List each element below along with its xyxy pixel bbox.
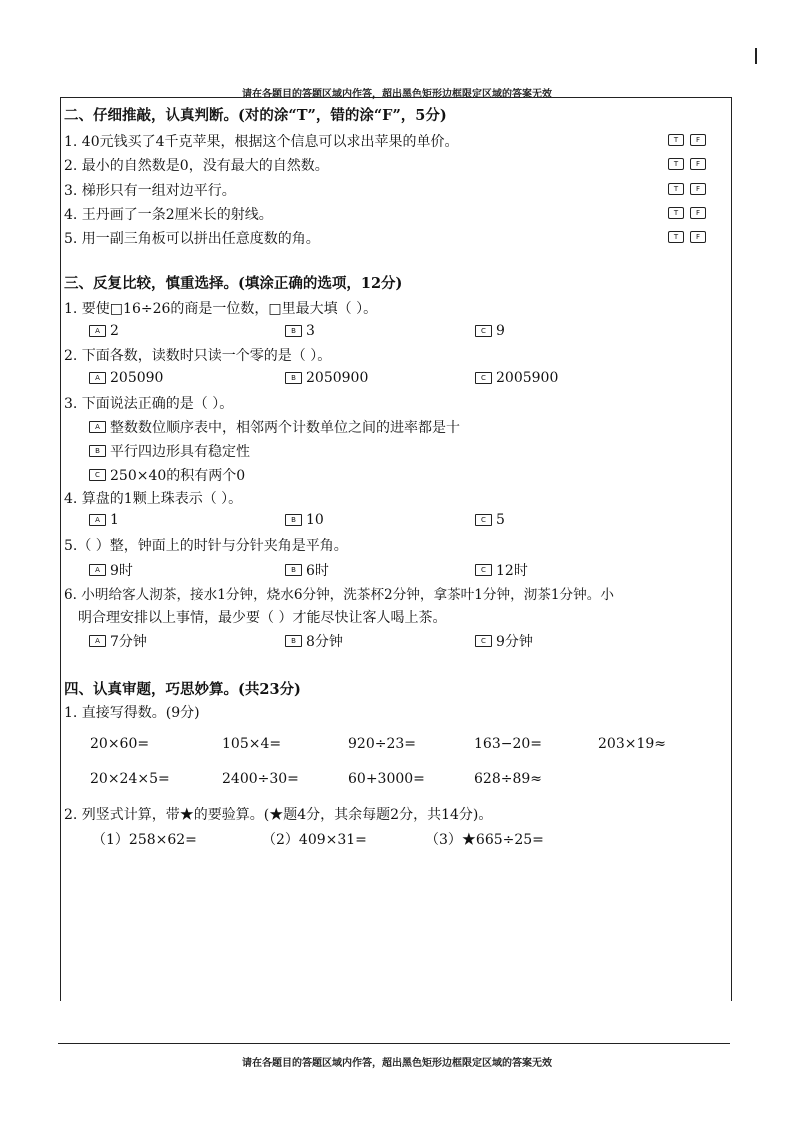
q6-stem-line1: 6. 小明给客人沏茶，接水1分钟，烧水6分钟，洗茶杯2分钟，拿茶叶1分钟，沏茶1分钟。小: [64, 587, 614, 603]
option-bubble[interactable]: B: [89, 445, 106, 457]
q5-stem: 5.（ ）整，钟面上的时针与分针夹角是平角。: [64, 538, 348, 554]
tf-group-5[interactable]: [668, 231, 706, 243]
option-bubble[interactable]: C: [475, 325, 492, 337]
option-text: 2050900: [306, 370, 369, 386]
judge-item-2: 2. 最小的自然数是0，没有最大的自然数。: [64, 158, 329, 174]
f-bubble[interactable]: F: [690, 231, 706, 243]
notice-top: 请在各题目的答题区域内作答，超出黑色矩形边框限定区域的答案无效: [242, 89, 552, 100]
option-text: 平行四边形具有稳定性: [110, 444, 250, 460]
q5-option-c[interactable]: [475, 560, 528, 580]
calc-item: 203×19≈: [598, 736, 666, 752]
q2-option-b[interactable]: [285, 370, 368, 386]
q2-option-c[interactable]: [475, 370, 558, 386]
q6-option-b[interactable]: [285, 631, 343, 651]
option-text: 2: [110, 323, 119, 339]
option-bubble[interactable]: A: [89, 564, 106, 576]
q6-stem-line2: 明合理安排以上事情，最少要（ ）才能尽快让客人喝上茶。: [78, 610, 447, 626]
option-text: 6时: [306, 563, 329, 579]
t-bubble[interactable]: T: [668, 183, 684, 195]
calc-item: 920÷23=: [348, 736, 416, 752]
option-bubble[interactable]: A: [89, 421, 106, 433]
option-bubble[interactable]: C: [475, 372, 492, 384]
f-bubble[interactable]: F: [690, 207, 706, 219]
q3-option-b[interactable]: [89, 441, 250, 461]
q3-option-a[interactable]: [89, 417, 460, 437]
f-bubble[interactable]: F: [690, 134, 706, 146]
option-text: 9分钟: [496, 634, 533, 650]
section4-title: 四、认真审题，巧思妙算。(共23分): [64, 681, 301, 698]
calc-item: 628÷89≈: [474, 771, 542, 787]
option-bubble[interactable]: C: [475, 514, 492, 526]
q3-stem: 3. 下面说法正确的是（ ）。: [64, 396, 234, 412]
q6-option-a[interactable]: [89, 631, 147, 651]
q1-stem: 1. 要使□16÷26的商是一位数，□里最大填（ ）。: [64, 301, 378, 317]
option-text: 9: [496, 323, 505, 339]
q4-option-a[interactable]: [89, 512, 119, 528]
option-bubble[interactable]: A: [89, 635, 106, 647]
option-bubble[interactable]: A: [89, 514, 106, 526]
option-text: 205090: [110, 370, 164, 386]
q4-option-b[interactable]: [285, 512, 324, 528]
option-bubble[interactable]: B: [285, 635, 302, 647]
option-bubble[interactable]: A: [89, 325, 106, 337]
option-text: 12时: [496, 563, 528, 579]
tf-group-4[interactable]: [668, 207, 706, 219]
q2-stem: 2. 下面各数，读数时只读一个零的是（ ）。: [64, 348, 332, 364]
vertical-calc-2: （2）409×31=: [262, 832, 367, 848]
part1-title: 1. 直接写得数。(9分): [64, 705, 200, 721]
option-text: 250×40的积有两个0: [110, 468, 246, 484]
part2-title: 2. 列竖式计算，带★的要验算。(★题4分，其余每题2分，共14分)。: [64, 807, 493, 823]
bottom-rule: [58, 1043, 730, 1044]
t-bubble[interactable]: T: [668, 158, 684, 170]
q1-option-a[interactable]: [89, 323, 119, 339]
notice-bottom: 请在各题目的答题区域内作答，超出黑色矩形边框限定区域的答案无效: [242, 1058, 552, 1069]
calc-item: 163−20=: [474, 736, 542, 752]
calc-item: 60+3000=: [348, 771, 425, 787]
option-bubble[interactable]: B: [285, 325, 302, 337]
option-text: 9时: [110, 563, 133, 579]
t-bubble[interactable]: T: [668, 207, 684, 219]
tf-group-3[interactable]: [668, 183, 706, 195]
f-bubble[interactable]: F: [690, 183, 706, 195]
option-bubble[interactable]: C: [475, 564, 492, 576]
option-bubble[interactable]: C: [475, 635, 492, 647]
option-bubble[interactable]: C: [89, 469, 106, 481]
q1-option-b[interactable]: [285, 323, 315, 339]
calc-item: 2400÷30=: [222, 771, 299, 787]
option-bubble[interactable]: A: [89, 372, 106, 384]
q5-option-a[interactable]: [89, 560, 133, 580]
judge-item-3: 3. 梯形只有一组对边平行。: [64, 183, 236, 199]
judge-item-5: 5. 用一副三角板可以拼出任意度数的角。: [64, 231, 320, 247]
judge-item-4: 4. 王丹画了一条2厘米长的射线。: [64, 207, 273, 223]
calc-item: 20×24×5=: [90, 771, 170, 787]
option-text: 7分钟: [110, 634, 147, 650]
calc-item: 20×60=: [90, 736, 150, 752]
tf-group-2[interactable]: [668, 158, 706, 170]
option-text: 3: [306, 323, 315, 339]
section3-title: 三、反复比较，慎重选择。(填涂正确的选项，12分): [64, 275, 403, 292]
option-text: 10: [306, 512, 324, 528]
q4-option-c[interactable]: [475, 512, 505, 528]
option-text: 1: [110, 512, 119, 528]
option-text: 整数数位顺序表中，相邻两个计数单位之间的进率都是十: [110, 420, 460, 436]
vertical-calc-1: （1）258×62=: [92, 832, 197, 848]
calc-item: 105×4=: [222, 736, 282, 752]
option-bubble[interactable]: B: [285, 372, 302, 384]
q6-option-c[interactable]: [475, 631, 533, 651]
option-text: 5: [496, 512, 505, 528]
t-bubble[interactable]: T: [668, 134, 684, 146]
option-bubble[interactable]: B: [285, 514, 302, 526]
option-text: 2005900: [496, 370, 559, 386]
option-bubble[interactable]: B: [285, 564, 302, 576]
page-mark: [755, 48, 757, 64]
q4-stem: 4. 算盘的1颗上珠表示（ ）。: [64, 491, 243, 507]
option-text: 8分钟: [306, 634, 343, 650]
section2-title: 二、仔细推敲，认真判断。(对的涂“T”，错的涂“F”，5分): [64, 107, 447, 124]
q5-option-b[interactable]: [285, 560, 329, 580]
q3-option-c[interactable]: [89, 465, 245, 485]
q1-option-c[interactable]: [475, 323, 505, 339]
f-bubble[interactable]: F: [690, 158, 706, 170]
judge-item-1: 1. 40元钱买了4千克苹果，根据这个信息可以求出苹果的单价。: [64, 134, 459, 150]
tf-group-1[interactable]: [668, 134, 706, 146]
vertical-calc-3: （3）★665÷25=: [425, 832, 544, 848]
q2-option-a[interactable]: [89, 370, 163, 386]
t-bubble[interactable]: T: [668, 231, 684, 243]
